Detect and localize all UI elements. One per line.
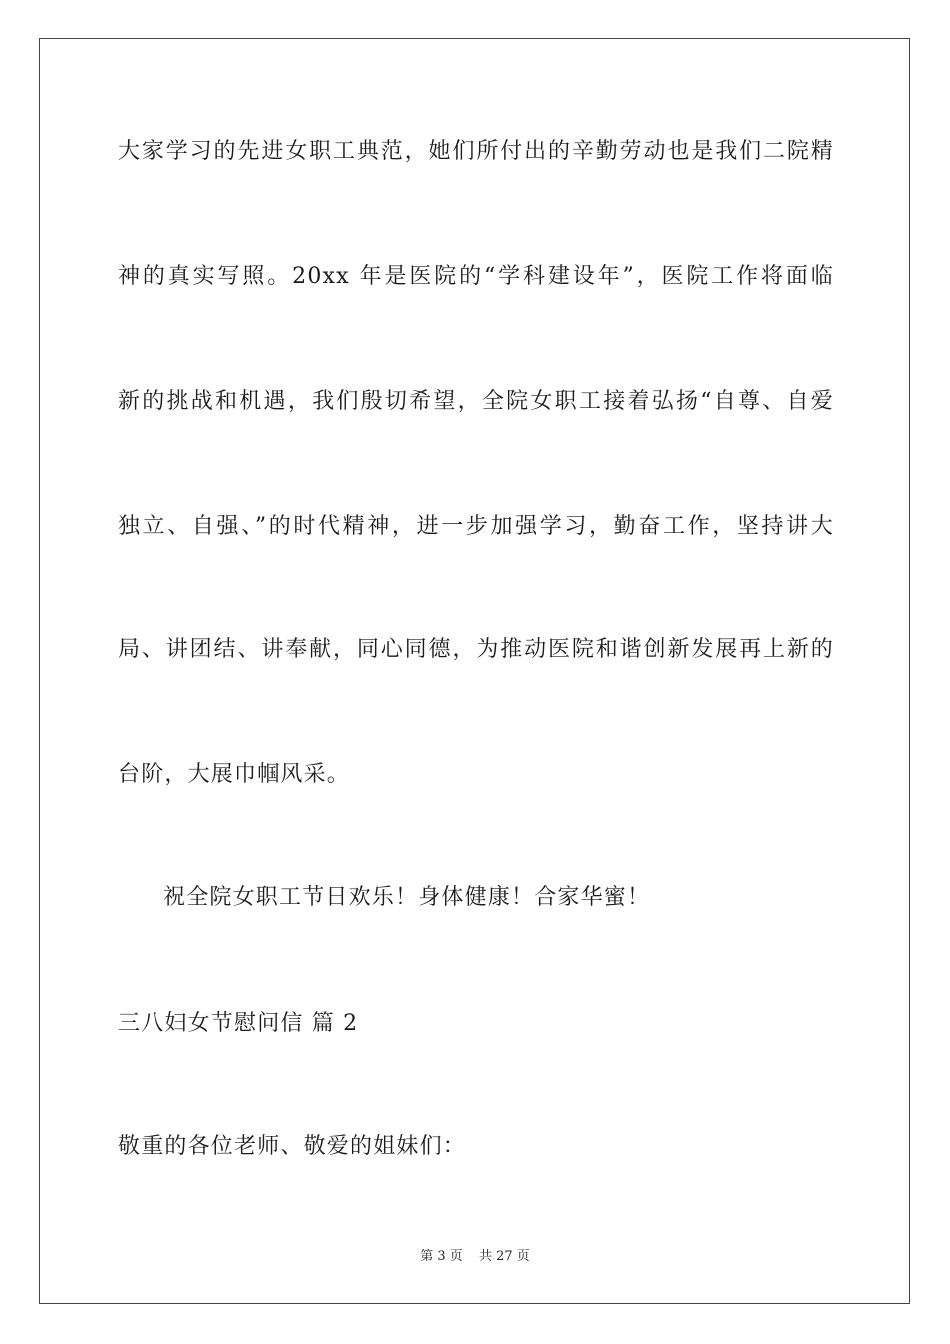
section-title: 三八妇女节慰问信 篇 2 — [118, 1011, 359, 1036]
paragraph-line-1: 大家学习的先进女职工典范，她们所付出的辛勤劳动也是我们二院精 — [118, 139, 834, 164]
page-border — [39, 38, 910, 1304]
page-number-total: 共 27 页 — [478, 1249, 530, 1264]
page-number-current: 第 3 页 — [420, 1249, 463, 1264]
paragraph-line-5: 局、讲团结、讲奉献，同心同德，为推动医院和谐创新发展再上新的 — [118, 637, 834, 662]
paragraph-line-6: 台阶，大展巾帼风采。 — [118, 762, 351, 787]
salutation: 敬重的各位老师、敬爱的姐妹们： — [118, 1134, 467, 1159]
page-footer — [0, 1248, 950, 1266]
greeting-line: 祝全院女职工节日欢乐！身体健康！合家华蜜！ — [163, 885, 651, 910]
paragraph-line-2: 神的真实写照。20xx 年是医院的“学科建设年”，医院工作将面临 — [118, 264, 834, 289]
paragraph-line-4: 独立、自强、”的时代精神，进一步加强学习，勤奋工作，坚持讲大 — [118, 514, 834, 539]
paragraph-line-3: 新的挑战和机遇，我们殷切希望，全院女职工接着弘扬“自尊、自爱 — [118, 389, 834, 414]
